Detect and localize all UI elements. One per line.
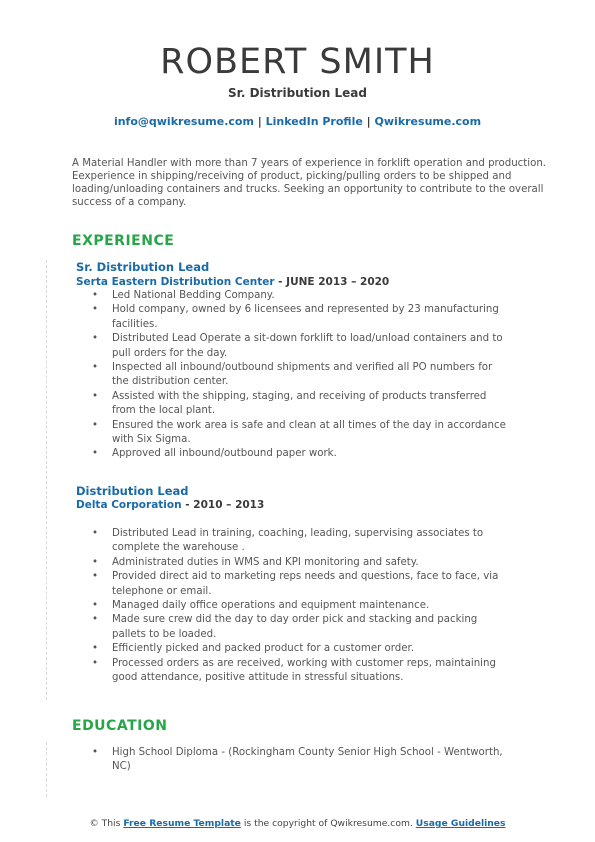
list-item: • High School Diploma - (Rockingham County Senior High School - Wentworth, NC) xyxy=(92,746,512,775)
job-company xyxy=(76,499,264,511)
list-item: • Distributed Lead Operate a sit-down forklift to load/unload containers and to pull orders for the day. xyxy=(92,332,512,361)
website-link[interactable]: Qwikresume.com xyxy=(374,115,482,128)
experience-divider xyxy=(46,260,47,700)
list-item: • Led National Bedding Company. xyxy=(92,289,512,303)
list-item: • Approved all inbound/outbound paper work. xyxy=(92,447,512,461)
usage-guidelines-link[interactable]: Usage Guidelines xyxy=(415,818,506,829)
list-item: • Hold company, owned by 6 licensees and represented by 23 manufacturing facilities. xyxy=(92,303,512,332)
footer-copyright: is the copyright of Qwikresume.com. xyxy=(240,818,416,829)
email-link[interactable]: info@qwikresume.com xyxy=(113,115,254,128)
footer-prefix: © This xyxy=(89,818,124,829)
company-name: Delta Corporation xyxy=(76,499,182,511)
list-item: • Processed orders as are received, working with customer reps, maintaining good attendance, positive attitude in stressful situations. xyxy=(92,657,512,686)
list-item: • Efficiently picked and packed product for a customer order. xyxy=(92,642,512,656)
list-item: • Managed daily office operations and equipment maintenance. xyxy=(92,599,512,613)
list-item: • Distributed Lead in training, coaching, leading, supervising associates to complete the warehouse . xyxy=(92,527,512,556)
job-bullets xyxy=(92,527,512,685)
list-item: • Assisted with the shipping, staging, and receiving of products transferred from the local plant. xyxy=(92,390,512,419)
education-heading: EDUCATION xyxy=(72,718,168,734)
footer xyxy=(0,818,595,829)
list-item: • Inspected all inbound/outbound shipments and verified all PO numbers for the distribution center. xyxy=(92,361,512,390)
job-title: Sr. Distribution Lead xyxy=(76,260,210,274)
contact-separator: | xyxy=(366,115,371,128)
job-bullets xyxy=(92,289,512,462)
list-item: • Made sure crew did the day to day order pick and stacking and packing pallets to be loaded. xyxy=(92,613,512,642)
experience-heading: EXPERIENCE xyxy=(72,233,175,249)
list-item: • Administrated duties in WMS and KPI monitoring and safety. xyxy=(92,556,512,570)
contact-links xyxy=(0,115,595,128)
education-bullets xyxy=(92,746,512,775)
free-resume-template-link[interactable]: Free Resume Template xyxy=(123,818,241,829)
candidate-title: Sr. Distribution Lead xyxy=(228,86,367,100)
education-divider xyxy=(46,742,47,797)
summary-paragraph: A Material Handler with more than 7 years of experience in forklift operation and production. Eexperience in shipping/receiving of product, picking/pulling orders to be shipped and loading/unloading containers and trucks. Seeking an opportunity to contribute to the overall success of a company. xyxy=(72,158,547,208)
contact-separator: | xyxy=(257,115,262,128)
job-company xyxy=(76,276,389,288)
candidate-name: ROBERT SMITH xyxy=(160,42,435,82)
job-title: Distribution Lead xyxy=(76,484,189,498)
linkedin-link[interactable]: LinkedIn Profile xyxy=(265,115,363,128)
job-dates: - JUNE 2013 – 2020 xyxy=(274,276,390,288)
job-dates: - 2010 – 2013 xyxy=(181,499,265,511)
list-item: • Provided direct aid to marketing reps needs and questions, face to face, via telephone or email. xyxy=(92,570,512,599)
company-name: Serta Eastern Distribution Center xyxy=(76,276,275,288)
list-item: • Ensured the work area is safe and clean at all times of the day in accordance with Six Sigma. xyxy=(92,419,512,448)
